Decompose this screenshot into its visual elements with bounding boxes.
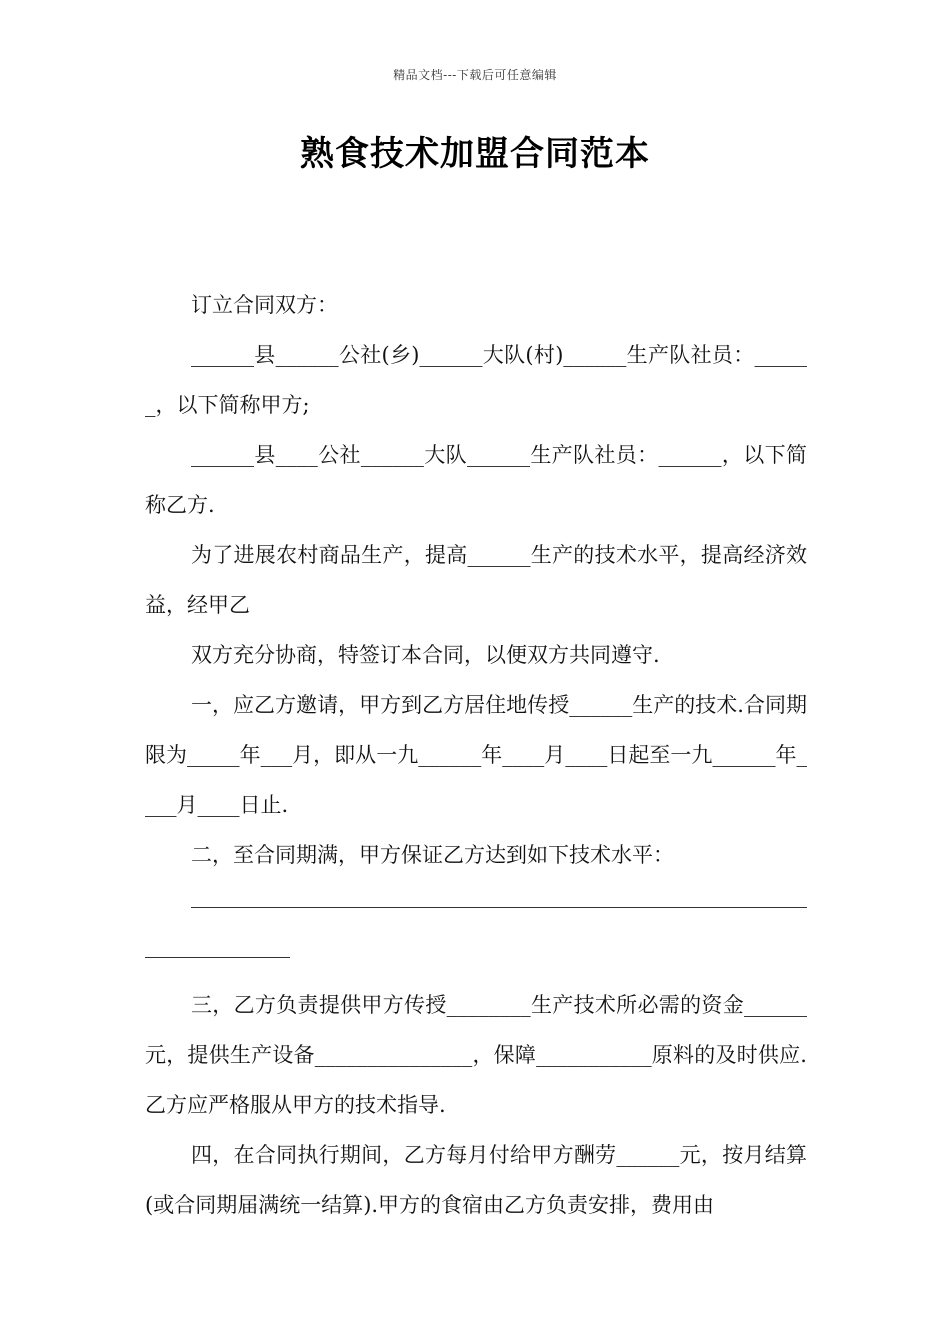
header-note: 精品文档---下载后可任意编辑 (393, 68, 557, 82)
fill-in-line (145, 880, 807, 930)
clause-one: 一，应乙方邀请，甲方到乙方居住地传授______生产的技术.合同期限为_____年___月，即从一九______年____月____日起至一九______年____月____日止. (145, 693, 807, 817)
paragraph-party-a: ______县______公社(乡)______大队(村)______生产队社员：______，以下简称甲方; (145, 343, 807, 417)
paragraph-agreement: 双方充分协商，特签订本合同，以便双方共同遵守. (191, 643, 660, 667)
clause-three: 三，乙方负责提供甲方传授________生产技术所必需的资金______元，提供生产设备_______________，保障___________原料的及时供应.乙方应严格服从甲方的技术指导. (145, 993, 807, 1117)
document-title: 熟食技术加盟合同范本 (300, 134, 650, 174)
clause-two: 二，至合同期满，甲方保证乙方达到如下技术水平： (191, 843, 674, 867)
fill-in-line-continued (145, 930, 807, 980)
contract-body (145, 280, 807, 1230)
paragraph-parties-intro: 订立合同双方： (191, 293, 338, 317)
paragraph-party-b: ______县____公社______大队______生产队社员：______，以下简称乙方. (145, 443, 807, 517)
clause-four: 四，在合同执行期间，乙方每月付给甲方酬劳______元，按月结算(或合同期届满统一结算).甲方的食宿由乙方负责安排，费用由 (145, 1143, 807, 1217)
paragraph-purpose: 为了进展农村商品生产，提高______生产的技术水平，提高经济效益，经甲乙 (145, 543, 807, 617)
